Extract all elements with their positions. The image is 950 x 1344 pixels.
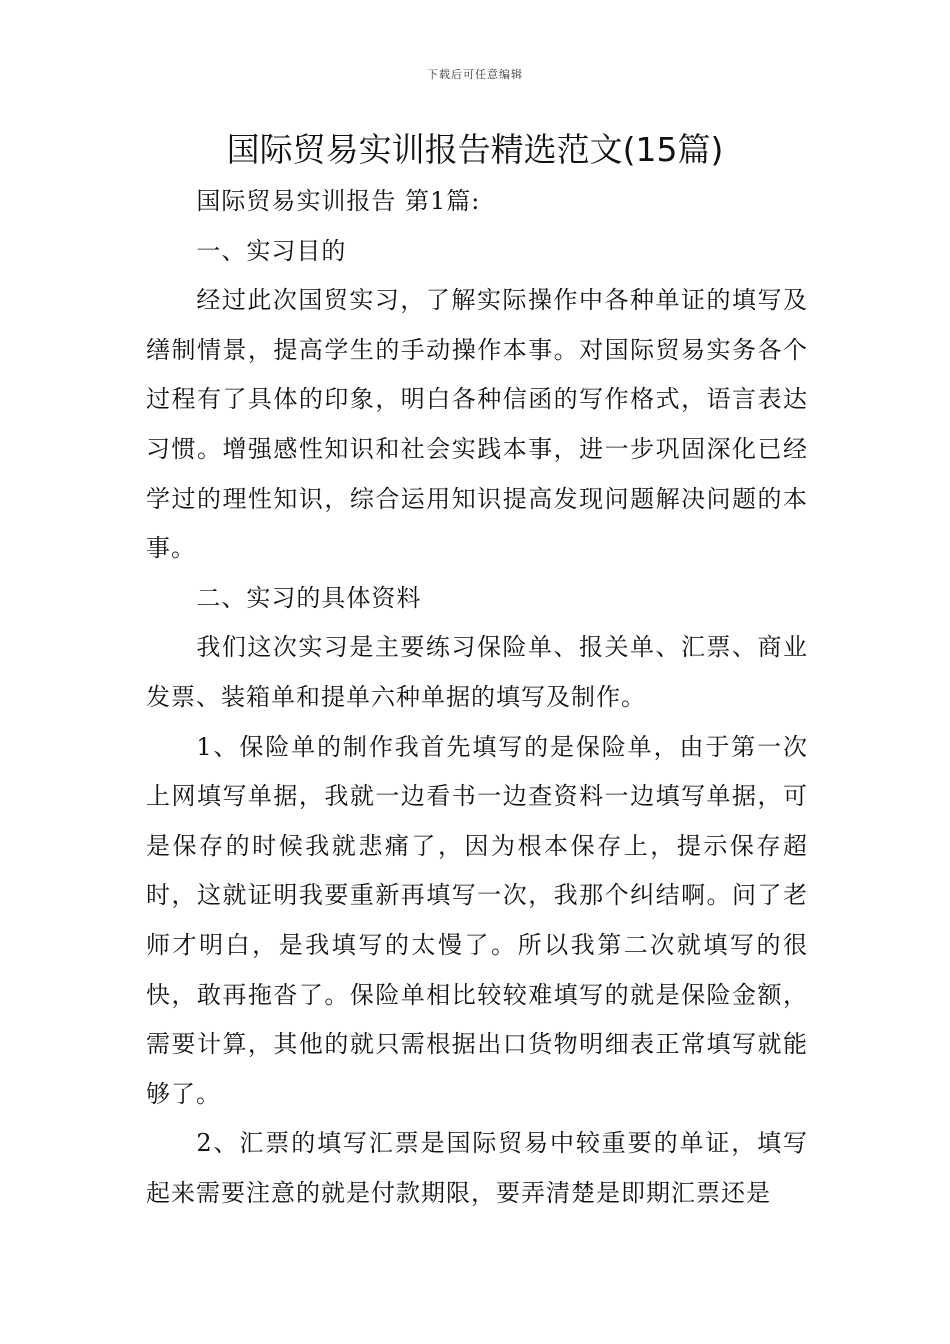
paragraph-insurance: 1、保险单的制作我首先填写的是保险单，由于第一次上网填写单据，我就一边看书一边查资料一边填写单据，可是保存的时候我就悲痛了，因为根本保存上，提示保存超时，这就证明我要重新再填写一次，我那个纠结啊。问了老师才明白，是我填写的太慢了。所以我第二次就填写的很快，敢再拖沓了。保险单相比较较难填写的就是保险金额，需要计算，其他的就只需根据出口货物明细表正常填写就能够了。 (146, 732, 808, 1108)
paragraph-content-intro: 我们这次实习是主要练习保险单、报关单、汇票、商业发票、装箱单和提单六种单据的填写及制作。 (146, 633, 808, 711)
paragraph-purpose: 经过此次国贸实习，了解实际操作中各种单证的填写及缮制情景，提高学生的手动操作本事。对国际贸易实务各个过程有了具体的印象，明白各种信函的写作格式，语言表达习惯。增强感性知识和社会实践本事，进一步巩固深化已经学过的理性知识，综合运用知识提高发现问题解决问题的本事。 (146, 286, 808, 563)
document-body (146, 177, 808, 1218)
report-section-label: 国际贸易实训报告 第1篇: (196, 187, 481, 215)
section-heading-content: 二、实习的具体资料 (196, 583, 422, 612)
document-title: 国际贸易实训报告精选范文(15篇) (226, 130, 724, 169)
header-note: 下载后可任意编辑 (427, 68, 523, 81)
paragraph-draft: 2、汇票的填写汇票是国际贸易中较重要的单证，填写起来需要注意的就是付款期限，要弄清楚是即期汇票还是 (146, 1129, 808, 1207)
section-heading-purpose: 一、实习目的 (196, 236, 347, 265)
